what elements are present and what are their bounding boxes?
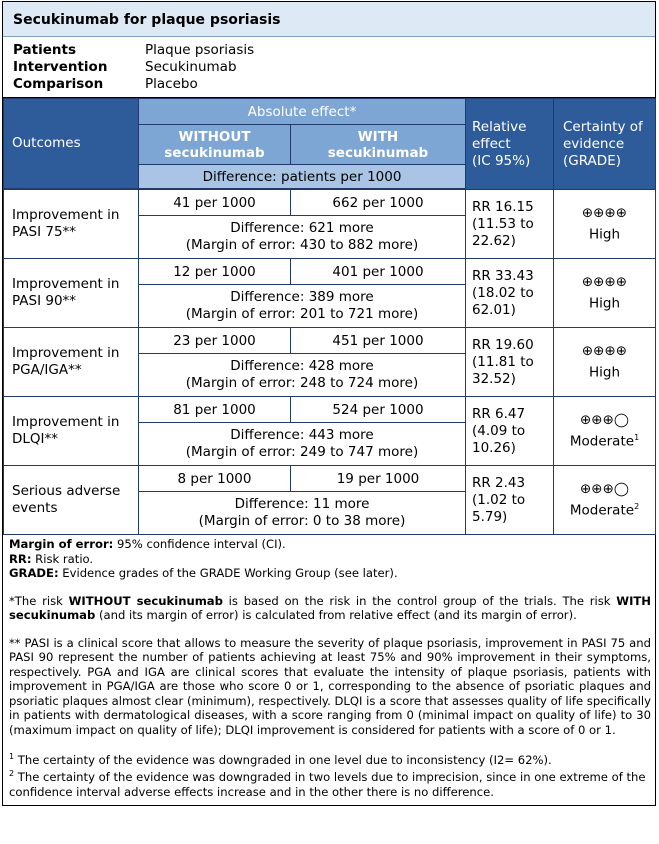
without-header-line: WITHOUT <box>178 128 251 145</box>
with-value: 19 per 1000 <box>291 466 466 492</box>
certainty-cell <box>554 259 656 328</box>
margin-text: (Margin of error: 0 to 38 more) <box>198 513 406 529</box>
difference-cell <box>139 216 466 259</box>
with-value: 451 per 1000 <box>291 328 466 354</box>
difference-text: Difference: 621 more <box>230 220 374 236</box>
certainty-grade <box>555 291 654 313</box>
relative-line: (4.09 to <box>472 422 526 439</box>
margin-text: (Margin of error: 430 to 882 more) <box>185 237 419 253</box>
difference-cell <box>139 492 466 535</box>
picot-value: Plaque psoriasis <box>145 42 255 58</box>
note-text: Evidence grades of the GRADE Working Group (see later). <box>58 566 398 580</box>
relative-line: RR 2.43 <box>472 474 526 491</box>
note-absolute-effect <box>9 594 651 623</box>
outcome-line: Improvement in <box>12 276 120 292</box>
certainty-grade <box>555 429 654 451</box>
picot-label: Comparison <box>13 76 104 92</box>
picot-label: Intervention <box>13 59 108 75</box>
relative-effect-cell <box>466 328 554 397</box>
outcome-cell <box>4 259 139 328</box>
difference-cell <box>139 354 466 397</box>
margin-text: (Margin of error: 249 to 747 more) <box>185 444 419 460</box>
certainty-symbols: ⊕⊕⊕⊕ <box>581 342 628 359</box>
certainty-symbols: ⊕⊕⊕⊕ <box>581 273 628 290</box>
without-value: 23 per 1000 <box>139 328 291 354</box>
relative-effect-header <box>466 99 554 190</box>
note-margin <box>9 537 651 552</box>
relative-line: (11.81 to <box>472 353 534 370</box>
difference-header: Difference: patients per 1000 <box>139 165 466 189</box>
relative-line: (1.02 to <box>472 491 526 508</box>
note-text: 95% confidence interval (CI). <box>113 537 286 551</box>
outcome-cell <box>4 190 139 259</box>
grade-label: High <box>588 295 621 312</box>
note-text: The certainty of the evidence was downgraded in two levels due to imprecision, since in one extreme of the confidence interval adverse effects increase and in the other there is no difference. <box>9 770 646 799</box>
note-text: The certainty of the evidence was downgraded in one level due to inconsistency (I2= 62%). <box>14 752 552 767</box>
outcome-line: PASI 75** <box>12 224 77 240</box>
footnote-number: 2 <box>9 769 15 779</box>
outcome-line: Improvement in <box>12 414 120 430</box>
relative-line: RR 6.47 <box>472 405 526 422</box>
relative-line: 32.52) <box>472 370 516 387</box>
picot-row <box>13 42 645 59</box>
page-title: Secukinumab for plaque psoriasis <box>3 2 655 37</box>
relative-header-line: effect <box>472 135 511 152</box>
outcome-cell <box>4 328 139 397</box>
without-header-line: secukinumab <box>164 144 265 161</box>
summary-of-findings <box>2 1 656 806</box>
with-value: 524 per 1000 <box>291 397 466 423</box>
with-value: 401 per 1000 <box>291 259 466 285</box>
outcome-line: PGA/IGA** <box>12 362 82 378</box>
note-text: Risk ratio. <box>31 551 94 566</box>
picot-value: Placebo <box>145 76 198 92</box>
note-rr <box>9 552 651 567</box>
relative-line: RR 33.43 <box>472 267 534 284</box>
difference-text: Difference: 11 more <box>234 496 370 512</box>
relative-header-line: (IC 95%) <box>472 152 531 169</box>
note-term: WITHOUT secukinumab <box>68 593 223 608</box>
outcome-line: Improvement in <box>12 345 120 361</box>
note-term: WITH secukinumab <box>9 593 652 622</box>
picot-row <box>13 76 645 93</box>
without-value: 41 per 1000 <box>139 190 291 216</box>
relative-line: (18.02 to <box>472 284 534 301</box>
with-value: 662 per 1000 <box>291 190 466 216</box>
relative-line: 22.62) <box>472 232 516 249</box>
outcome-line: Serious adverse <box>12 483 121 499</box>
difference-cell <box>139 423 466 466</box>
certainty-header <box>554 99 656 190</box>
difference-text: Difference: 428 more <box>230 358 374 374</box>
certainty-symbols: ⊕⊕⊕⊕ <box>581 204 628 221</box>
note-text: (and its margin of error) is calculated from relative effect (and its margin of error). <box>95 608 577 622</box>
note-scores: ** PASI is a clinical score that allows to measure the severity of plaque psoriasis, improvement in PASI 75 and PASI 90 represent the number of patients achieving at least 75% and 90% improvement in their symptoms, respectively. PGA and IGA are clinical scores that evaluate the intensity of plaque psoriasis, patients with improvement in PGA/IGA are those who score 0 or 1, corresponding to the absence of psoriatic plaques and psoriatic plaques almost clear (minimum), respectively. DLQI is a score that assesses quality of life specifically in patients with dermatological diseases, with a score ranging from 0 (minimal impact on quality of life) to 30 (maximum impact on quality of life); DLQI improvement is considered for patients with a score of 0 or 1. <box>9 635 651 737</box>
note-term: GRADE: <box>9 566 59 580</box>
note-text: is based on the risk in the control group of the trials. The risk <box>222 593 617 608</box>
difference-text: Difference: 443 more <box>230 427 374 443</box>
note-term: RR: <box>9 551 32 566</box>
without-header <box>139 125 291 165</box>
grade-label: Moderate <box>569 433 635 450</box>
outcome-line: Improvement in <box>12 207 120 223</box>
certainty-cell <box>554 397 656 466</box>
certainty-cell <box>554 466 656 535</box>
difference-cell <box>139 285 466 328</box>
relative-effect-cell <box>466 397 554 466</box>
margin-text: (Margin of error: 201 to 721 more) <box>185 306 419 322</box>
relative-effect-cell <box>466 190 554 259</box>
grade-footnote: 1 <box>634 432 640 442</box>
footnote-2 <box>9 767 651 799</box>
relative-line: (11.53 to <box>472 215 534 232</box>
certainty-grade <box>555 360 654 382</box>
relative-effect-cell <box>466 259 554 328</box>
difference-text: Difference: 389 more <box>230 289 374 305</box>
with-header-line: WITH <box>357 128 399 145</box>
note-text: *The risk <box>9 593 69 608</box>
certainty-symbols: ⊕⊕⊕◯ <box>579 480 630 497</box>
absolute-effect-header: Absolute effect* <box>139 99 466 125</box>
note-term: Margin of error: <box>9 537 114 551</box>
without-value: 8 per 1000 <box>139 466 291 492</box>
grade-footnote: 2 <box>634 501 640 511</box>
footnotes <box>3 535 655 805</box>
with-header-line: secukinumab <box>327 144 429 161</box>
grade-label: Moderate <box>569 502 635 519</box>
relative-effect-cell <box>466 466 554 535</box>
without-value: 81 per 1000 <box>139 397 291 423</box>
certainty-grade <box>555 498 654 520</box>
relative-line: RR 16.15 <box>472 198 534 215</box>
relative-line: 5.79) <box>472 508 508 525</box>
certainty-cell <box>554 328 656 397</box>
margin-text: (Margin of error: 248 to 724 more) <box>185 375 419 391</box>
outcome-cell <box>4 397 139 466</box>
outcome-line: events <box>12 500 58 516</box>
certainty-header-line: (GRADE) <box>563 152 621 169</box>
outcome-line: PASI 90** <box>12 293 77 309</box>
picot-block <box>3 37 655 98</box>
with-header <box>291 125 466 165</box>
footnote-1 <box>9 750 651 767</box>
certainty-cell <box>554 190 656 259</box>
outcome-line: DLQI** <box>12 431 59 447</box>
findings-table <box>3 98 656 535</box>
outcomes-header: Outcomes <box>4 99 139 189</box>
note-grade <box>9 566 651 581</box>
picot-row <box>13 59 645 76</box>
certainty-grade <box>555 222 654 244</box>
certainty-header-line: evidence <box>563 135 625 152</box>
relative-line: 62.01) <box>472 301 516 318</box>
relative-line: 10.26) <box>472 439 516 456</box>
grade-label: High <box>588 226 621 243</box>
picot-value: Secukinumab <box>145 59 237 75</box>
relative-line: RR 19.60 <box>472 336 534 353</box>
relative-header-line: Relative <box>472 118 527 135</box>
footnote-number: 1 <box>9 752 15 761</box>
outcome-cell <box>4 466 139 535</box>
certainty-symbols: ⊕⊕⊕◯ <box>579 411 630 428</box>
picot-label: Patients <box>13 42 76 58</box>
grade-label: High <box>588 364 621 381</box>
certainty-header-line: Certainty of <box>563 118 643 135</box>
without-value: 12 per 1000 <box>139 259 291 285</box>
